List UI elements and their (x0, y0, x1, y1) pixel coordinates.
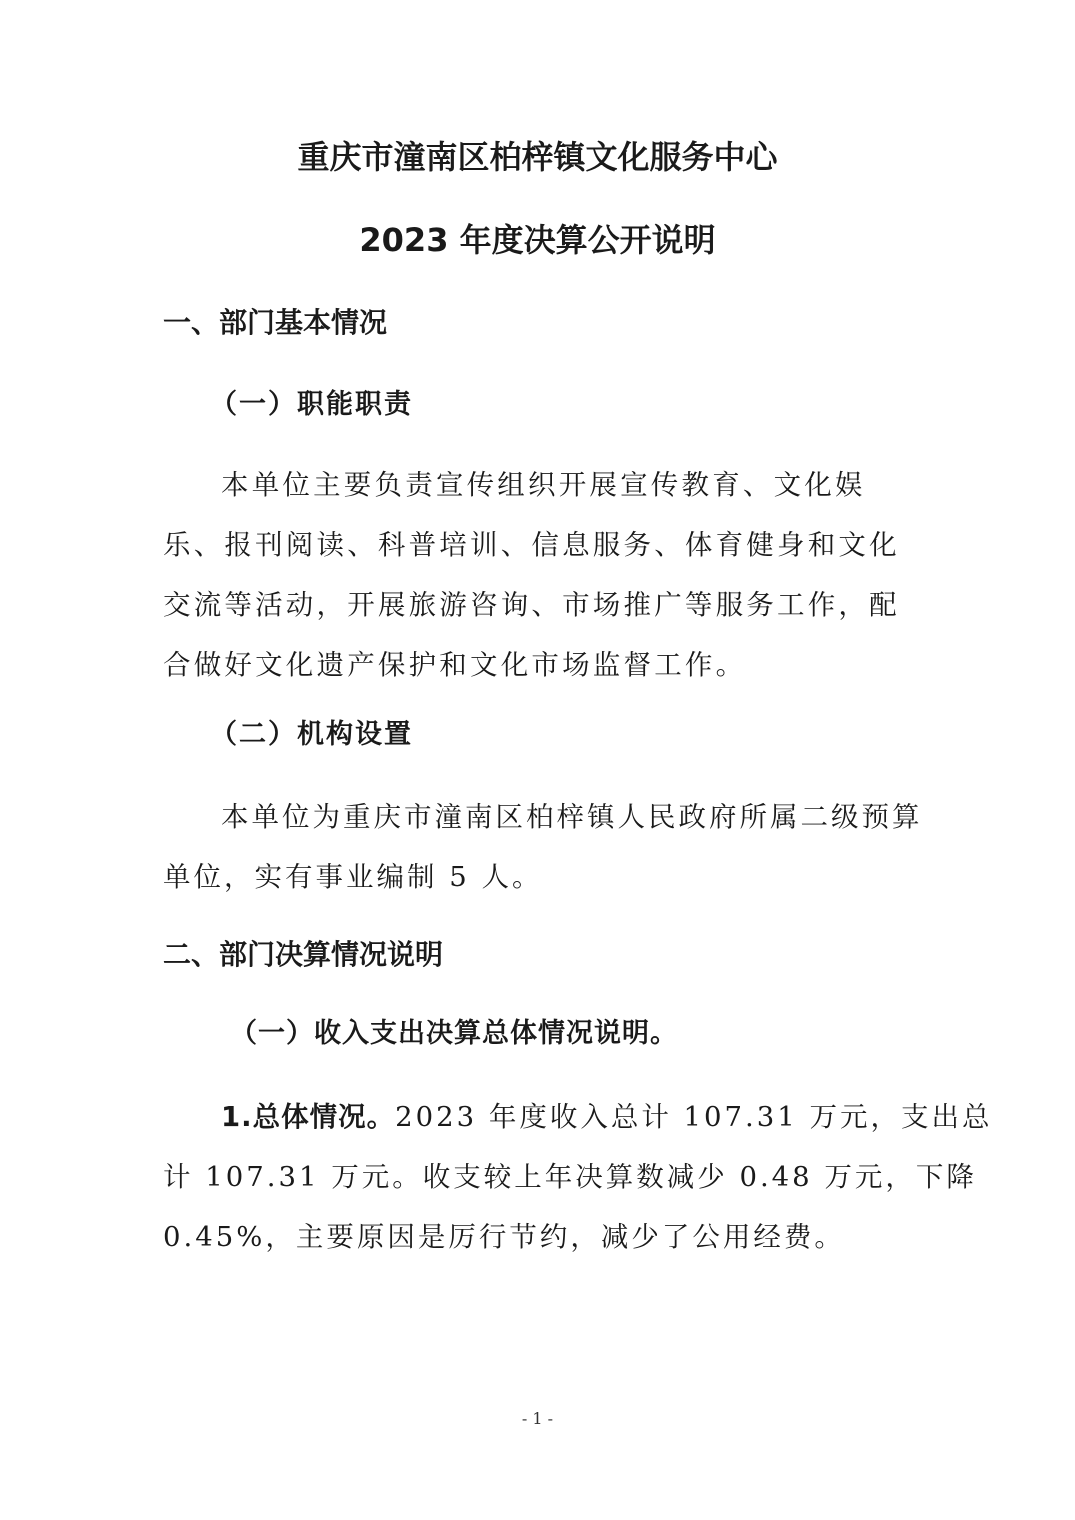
overall-paragraph-line-1 (221, 1087, 993, 1147)
subsection-heading-organization: （二）机构设置 (210, 719, 413, 750)
section-heading-final-accounts: 二、部门决算情况说明 (163, 938, 444, 971)
document-title-line-2: 2023 年度决算公开说明 (359, 221, 716, 259)
page-number: - 1 - (521, 1409, 554, 1428)
subsection-heading-income-expenditure: （一）收入支出决算总体情况说明。 (230, 1018, 678, 1049)
section-heading-basic-info: 一、部门基本情况 (163, 306, 388, 339)
overall-line-1-text: 2023 年度收入总计 107.31 万元，支出总 (395, 1101, 993, 1133)
overall-paragraph-line-2: 计 107.31 万元。收支较上年决算数减少 0.48 万元，下降 (163, 1161, 977, 1193)
subsection-heading-functions: （一）职能职责 (210, 389, 413, 420)
document-title-line-1: 重庆市潼南区柏梓镇文化服务中心 (297, 138, 778, 176)
functions-paragraph: 本单位主要负责宣传组织开展宣传教育、文化娱乐、报刊阅读、科普培训、信息服务、体育健身和文化交流等活动，开展旅游咨询、市场推广等服务工作，配合做好文化遗产保护和文化市场监督工作。 (163, 469, 900, 681)
overall-paragraph-line-3: 0.45%，主要原因是厉行节约，减少了公用经费。 (163, 1221, 845, 1253)
overall-lead: 1.总体情况。 (221, 1101, 396, 1133)
organization-paragraph-line-1: 本单位为重庆市潼南区柏梓镇人民政府所属二级预算 (221, 801, 923, 833)
organization-paragraph-line-2: 单位，实有事业编制 5 人。 (163, 861, 543, 893)
